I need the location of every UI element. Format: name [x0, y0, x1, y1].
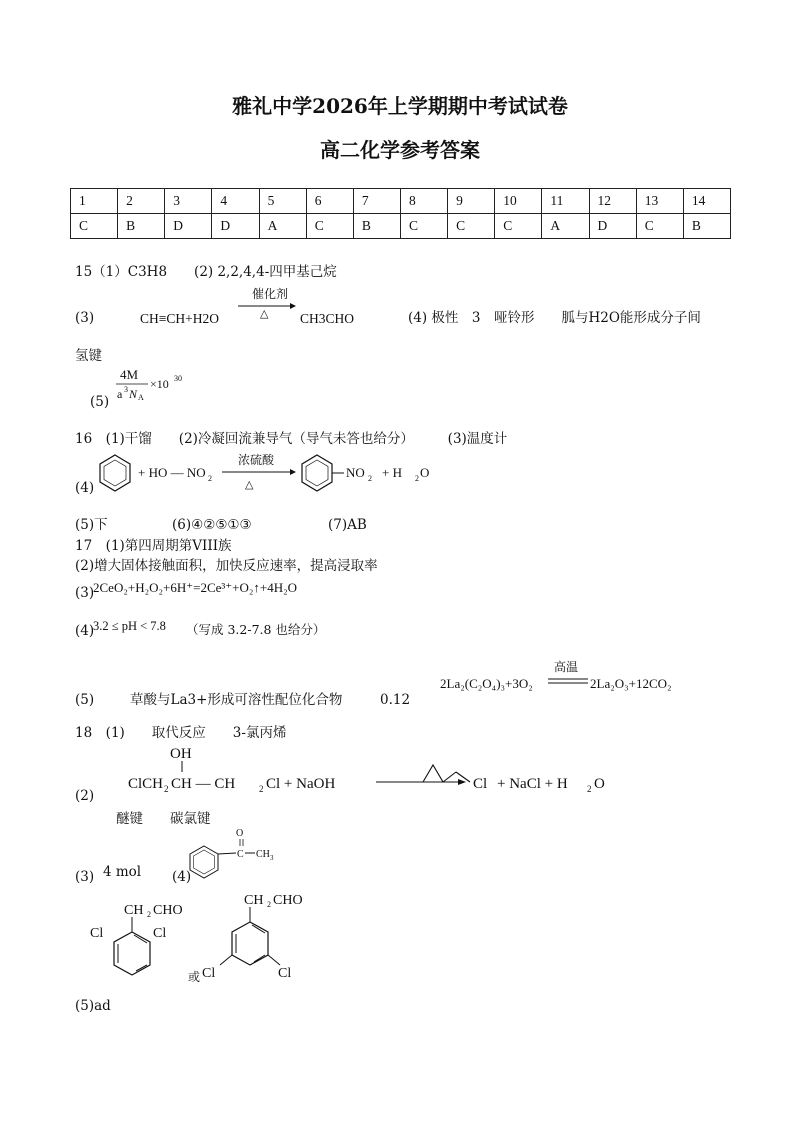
q15-heat: △ — [260, 307, 269, 320]
question-number-cell: 6 — [306, 189, 353, 214]
question-number-cell: 14 — [683, 189, 730, 214]
q18-p5: (5)ad — [75, 998, 111, 1014]
answer-cell: C — [636, 214, 683, 239]
answer-cell: C — [400, 214, 447, 239]
q16-p5: (5)下 — [75, 517, 108, 533]
q18-isomer-2-6-dichloro — [80, 895, 183, 985]
question-number-cell: 9 — [448, 189, 495, 214]
q18-acetophenone — [186, 826, 286, 884]
isomer2-cl-right: Cl — [278, 966, 292, 981]
methyl-sub: 3 — [270, 854, 274, 862]
answer-cell: A — [259, 214, 306, 239]
q16-p6: (6)④②⑤①③ — [172, 517, 252, 533]
q17-p3-equation: 2CeO₂+H₂O₂+6H⁺=2Ce³⁺+O₂↑+4H₂O — [93, 580, 298, 595]
product-sub: 2 — [368, 474, 372, 483]
condition-bottom: △ — [245, 479, 254, 491]
q17-p4-range: 3.2 ≤ pH < 7.8 — [93, 619, 166, 633]
q16-p7: (7)AB — [328, 517, 367, 533]
isomer2-ch2: CH — [244, 893, 264, 908]
q15-reactant: CH≡CH+H2O — [140, 311, 219, 326]
isomer2-cho: CHO — [273, 893, 303, 908]
formula-denom-sub: A — [138, 393, 144, 402]
q15-density-formula — [112, 366, 202, 406]
answer-cell: C — [495, 214, 542, 239]
q17-p4-note: （写成 3.2-7.8 也给分） — [186, 622, 326, 637]
q15-p4: (4) 极性 3 哑铃形 胍与H2O能形成分子间 — [408, 310, 701, 326]
page-title: 雅礼中学2026年上学期期中考试试卷 — [232, 94, 568, 118]
formula-times: ×10 — [150, 377, 169, 391]
isomer2-ring — [232, 922, 268, 965]
q18-p2-label: (2) — [75, 788, 95, 804]
product-cl: Cl — [473, 776, 488, 792]
nitration-reagent: + HO — NO — [138, 465, 206, 480]
hydroxyl: OH — [170, 746, 192, 762]
isomer2-cl-left: Cl — [202, 966, 216, 981]
answer-cell: B — [353, 214, 400, 239]
product-o: O — [594, 776, 605, 792]
formula-denom-a: a — [117, 387, 123, 401]
formula-denom-n: N — [129, 387, 138, 401]
q17-p3-label: (3) — [75, 585, 95, 601]
product-group: NO — [346, 465, 365, 480]
reactant-sub2: 2 — [259, 784, 264, 794]
or-text: 或 — [188, 970, 201, 984]
q17-p5-condition: 高温 — [554, 660, 579, 674]
q17-p5-text: 草酸与La3+形成可溶性配位化合物 — [130, 692, 343, 708]
q16-p4-label: (4) — [75, 480, 95, 496]
answer-cell: C — [448, 214, 495, 239]
answer-number-row — [71, 189, 731, 214]
question-number-cell: 1 — [71, 189, 118, 214]
water-o: O — [420, 465, 430, 480]
q15-catalyst: 催化剂 — [252, 287, 289, 301]
answer-cell: D — [165, 214, 212, 239]
methyl: CH — [256, 849, 270, 860]
q18-p4-label: (4) — [172, 869, 192, 885]
isomer1-cl-left: Cl — [90, 926, 104, 941]
q18-epoxide-equation — [120, 740, 620, 798]
isomer2-sub: 2 — [267, 900, 271, 909]
page-subtitle: 高二化学参考答案 — [320, 138, 480, 162]
isomer1-ring — [114, 932, 150, 975]
q18-isomer-3-5-dichloro — [188, 885, 328, 990]
answer-cell: C — [71, 214, 118, 239]
carbonyl-c: C — [237, 849, 244, 860]
q15-p3-label: (3) — [75, 310, 95, 326]
q17-line1: 17 (1)第四周期第VIII族 — [75, 538, 232, 554]
plus-water: + H — [382, 465, 402, 480]
q15-p4-cont: 氢键 — [75, 348, 102, 364]
answer-cell: D — [212, 214, 259, 239]
formula-numerator: 4M — [120, 367, 139, 382]
product-sub: 2 — [587, 784, 592, 794]
condition-top: 浓硫酸 — [238, 453, 275, 467]
question-number-cell: 8 — [400, 189, 447, 214]
reactant-part2: CH — CH — [171, 776, 236, 792]
product-rest: + NaCl + H — [497, 776, 568, 792]
q18-p3-value: 4 mol — [103, 864, 142, 880]
isomer1-sub: 2 — [147, 910, 151, 919]
epoxide-ring — [423, 765, 443, 782]
isomer1-ch2: CH — [124, 903, 144, 918]
q17-p4-label: (4) — [75, 623, 95, 639]
q15-p5-label: (5) — [90, 394, 110, 410]
reagent-sub: 2 — [208, 474, 212, 483]
q17-p5-equation-right: 2La₂O₃+12CO₂ — [590, 676, 672, 691]
q16-nitration-equation — [95, 448, 455, 498]
reactant-part3: Cl + NaOH — [266, 776, 336, 792]
question-number-cell: 3 — [165, 189, 212, 214]
carbonyl-o: O — [236, 828, 244, 839]
question-number-cell: 2 — [118, 189, 165, 214]
q18-p3-label: (3) — [75, 869, 95, 885]
question-number-cell: 11 — [542, 189, 589, 214]
q18-p2-text: 醚键 碳氯键 — [116, 811, 211, 827]
answer-cell: B — [683, 214, 730, 239]
question-number-cell: 12 — [589, 189, 636, 214]
isomer1-cho: CHO — [153, 903, 183, 918]
formula-denom-exp: 3 — [124, 385, 128, 394]
q17-p5-equals — [548, 678, 588, 684]
reactant-part1: ClCH — [128, 776, 164, 792]
acetophenone-ring — [190, 846, 218, 878]
question-number-cell: 5 — [259, 189, 306, 214]
question-number-cell: 7 — [353, 189, 400, 214]
answer-letter-row — [71, 214, 731, 239]
formula-exp: 30 — [174, 374, 182, 383]
answer-cell: B — [118, 214, 165, 239]
answer-table — [70, 188, 731, 239]
q17-p5-equation-left: 2La₂(C₂O₄)₃+3O₂ — [440, 676, 533, 691]
reactant-sub1: 2 — [164, 784, 169, 794]
q15-product: CH3CHO — [300, 311, 355, 326]
water-sub: 2 — [415, 474, 419, 483]
answer-cell: D — [589, 214, 636, 239]
q17-p5-value: 0.12 — [380, 692, 411, 708]
q17-line2: (2)增大固体接触面积，加快反应速率，提高浸取率 — [75, 558, 378, 574]
question-number-cell: 10 — [495, 189, 542, 214]
question-number-cell: 13 — [636, 189, 683, 214]
question-number-cell: 4 — [212, 189, 259, 214]
isomer1-cl-right: Cl — [153, 926, 167, 941]
answer-cell: C — [306, 214, 353, 239]
q17-p5-label: (5) — [75, 692, 95, 708]
q18-line1: 18 (1) 取代反应 3-氯丙烯 — [75, 725, 287, 741]
answer-cell: A — [542, 214, 589, 239]
q16-line1: 16 (1)干馏 (2)冷凝回流兼导气（导气未答也给分） (3)温度计 — [75, 431, 508, 447]
q15-line1: 15（1）C3H8 (2) 2,2,4,4-四甲基己烷 — [75, 264, 337, 280]
